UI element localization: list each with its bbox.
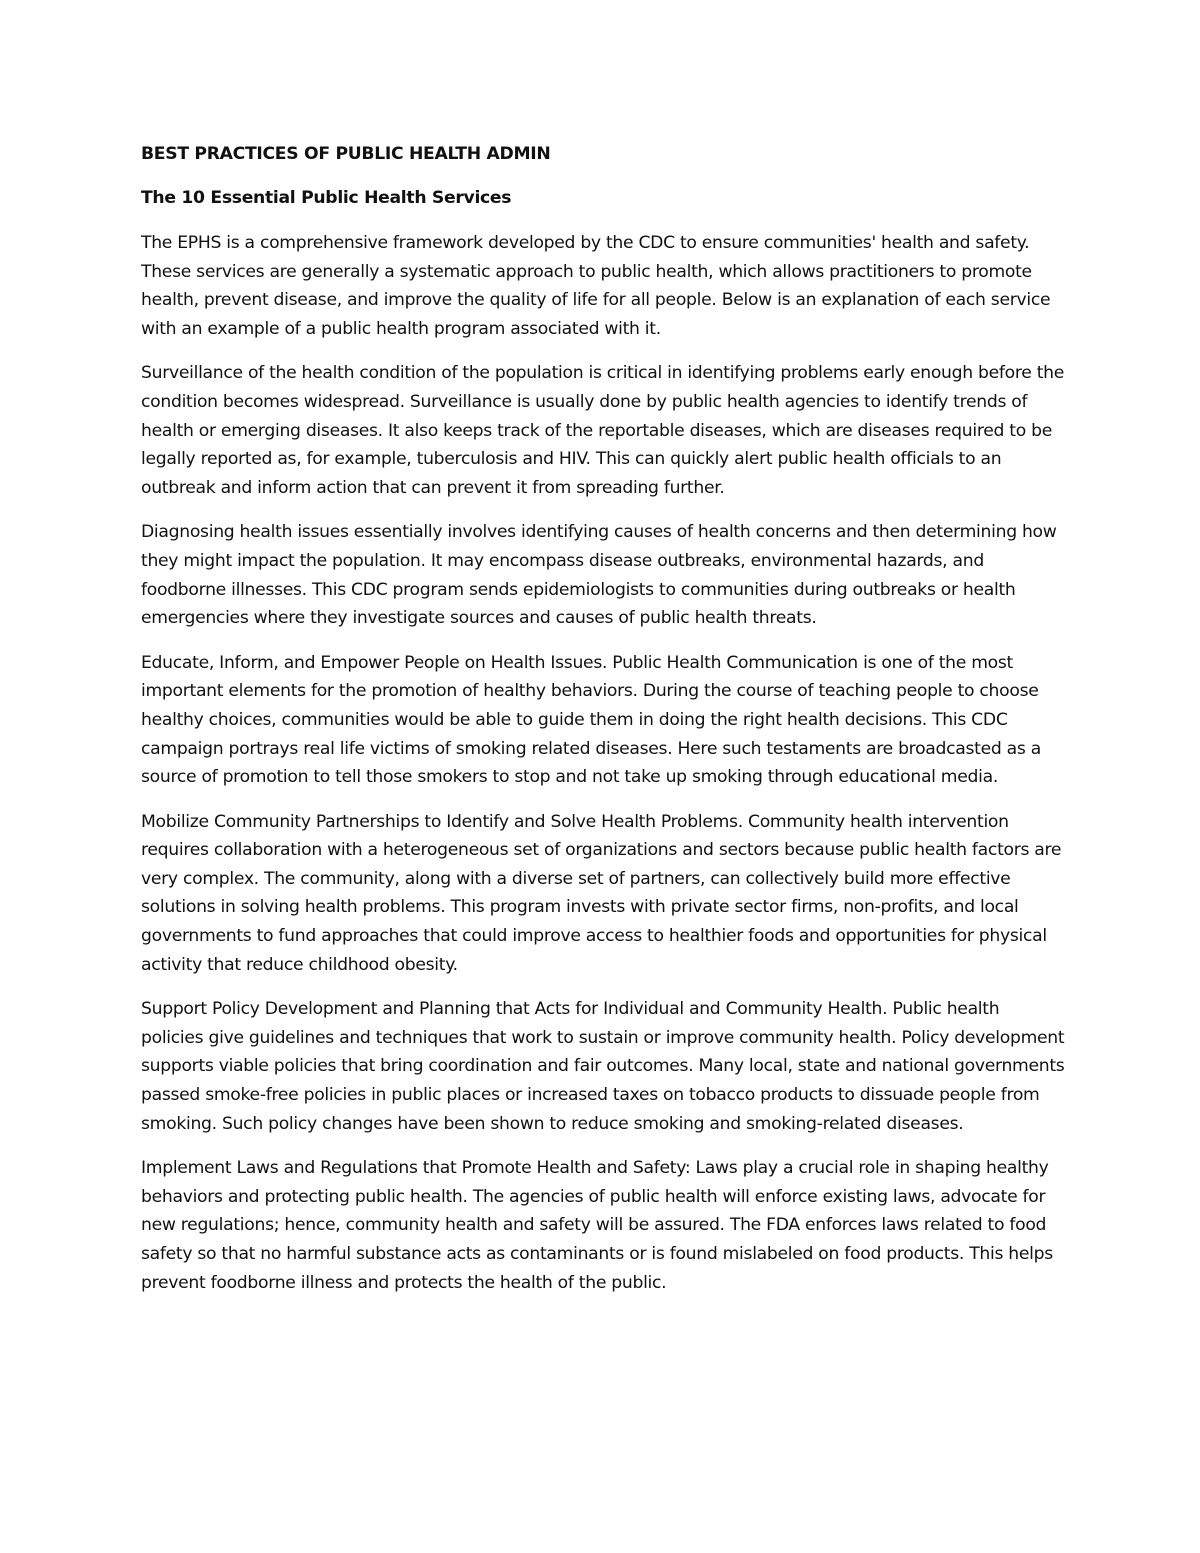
paragraph-laws: Implement Laws and Regulations that Promote Health and Safety: Laws play a crucial role in shaping healthy behaviors and protecting public health. The agencies of public health will enforce existing laws, advocate for new regulations; hence, community health and safety will be assured. The FDA enforces laws related to food safety so that no harmful substance acts as contaminants or is found mislabeled on food products. This helps prevent foodborne illness and protects the health of the public. — [141, 1158, 1053, 1293]
paragraph-surveillance: Surveillance of the health condition of the population is critical in identifying problems early enough before the condition becomes widespread. Surveillance is usually done by public health agencies to identify trends of health or emerging diseases. It also keeps track of the reportable diseases, which are diseases required to be legally reported as, for example, tuberculosis and HIV. This can quickly alert public health officials to an outbreak and inform action that can prevent it from spreading further. — [141, 363, 1065, 498]
paragraph-diagnosing: Diagnosing health issues essentially involves identifying causes of health concerns and then determining how they might impact the population. It may encompass disease outbreaks, environmental hazards, and foodborne illnesses. This CDC program sends epidemiologists to communities during outbreaks or health emergencies where they investigate sources and causes of public health threats. — [141, 522, 1057, 629]
paragraph-ephs-intro: The EPHS is a comprehensive framework developed by the CDC to ensure communities' health and safety. These services are generally a systematic approach to public health, which allows practitioners to promote health, prevent disease, and improve the quality of life for all people. Below is an explanation of each service with an example of a public health program associated with it. — [141, 233, 1051, 339]
paragraph-policy: Support Policy Development and Planning that Acts for Individual and Community Health. Public health policies give guidelines and techniques that work to sustain or improve community health. Policy development supports viable policies that bring coordination and fair outcomes. Many local, state and national governments passed smoke-free policies in public places or increased taxes on tobacco products to dissuade people from smoking. Such policy changes have been shown to reduce smoking and smoking-related diseases. — [141, 999, 1065, 1134]
document-subtitle: The 10 Essential Public Health Services — [141, 188, 512, 208]
paragraph-mobilize: Mobilize Community Partnerships to Identify and Solve Health Problems. Community health intervention requires collaboration with a heterogeneous set of organizations and sectors because public health factors are very complex. The community, along with a diverse set of partners, can collectively build more effective solutions in solving health problems. This program invests with private sector firms, non-profits, and local governments to fund approaches that could improve access to healthier foods and opportunities for physical activity that reduce childhood obesity. — [141, 811, 1062, 975]
paragraph-educate: Educate, Inform, and Empower People on Health Issues. Public Health Communication is one of the most important elements for the promotion of healthy behaviors. During the course of teaching people to choose healthy choices, communities would be able to guide them in doing the right health decisions. This CDC campaign portrays real life victims of smoking related diseases. Here such testaments are broadcasted as a source of promotion to tell those smokers to stop and not take up smoking through educational media. — [141, 652, 1041, 788]
document-body — [141, 140, 1066, 1313]
document-title: BEST PRACTICES OF PUBLIC HEALTH ADMIN — [141, 144, 551, 164]
